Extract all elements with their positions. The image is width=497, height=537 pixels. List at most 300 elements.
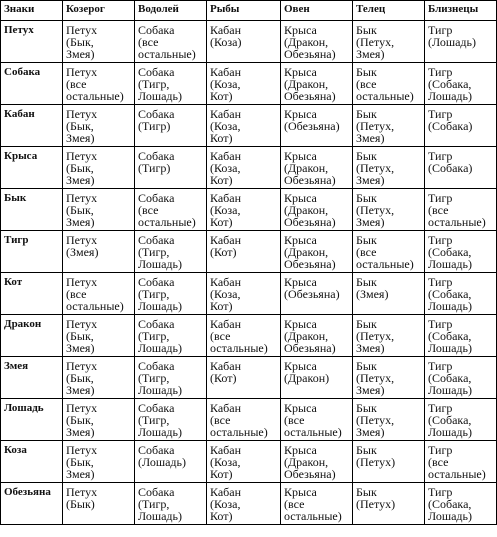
cell-text-line: (Петух, (356, 35, 395, 49)
table-cell-gemini (425, 441, 497, 483)
cell-text-line: Змея) (356, 215, 385, 229)
table-cell-gemini (425, 273, 497, 315)
cell-text-line: Крыса (284, 65, 317, 79)
cell-text-line: (все (138, 203, 159, 217)
table-cell-pisces (207, 399, 281, 441)
cell-text-line: Тигр (428, 23, 453, 37)
cell-text-line: Кот) (210, 215, 233, 229)
cell-text-line: (Кот) (210, 245, 237, 259)
cell-text-line: (все (284, 413, 305, 427)
table-cell-taurus (353, 21, 425, 63)
table-row (1, 63, 497, 105)
table-cell-taurus (353, 315, 425, 357)
cell-text-line: остальные) (428, 215, 486, 229)
cell-text-line: Обезьяна) (284, 173, 336, 187)
cell-text-line: Бык (356, 23, 377, 37)
table-cell-taurus (353, 441, 425, 483)
cell-text-line: (Тигр, (138, 329, 170, 343)
cell-text-line: Петух (66, 359, 98, 373)
table-cell-gemini (425, 483, 497, 525)
cell-text-line: Бык (356, 233, 377, 247)
cell-text-line: (Бык, (66, 371, 94, 385)
table-cell-pisces (207, 147, 281, 189)
cell-text-line: Обезьяна) (284, 467, 336, 481)
cell-text-line: (Петух, (356, 161, 395, 175)
cell-text-line: Бык (356, 443, 377, 457)
table-row (1, 483, 497, 525)
table-cell-aquarius (135, 231, 207, 273)
cell-text-line: Кабан (210, 23, 242, 37)
cell-text-line: Тигр (428, 65, 453, 79)
cell-text-line: (все (210, 329, 231, 343)
table-cell-gemini (425, 357, 497, 399)
table-cell-capricorn (63, 315, 135, 357)
cell-text-line: Тигр (428, 443, 453, 457)
cell-text-line: Тигр (428, 149, 453, 163)
cell-text-line: Бык (356, 191, 377, 205)
cell-text-line: Кот) (210, 89, 233, 103)
cell-text-line: остальные) (138, 215, 196, 229)
cell-text-line: Кот) (210, 173, 233, 187)
cell-text-line: Крыса (284, 317, 317, 331)
cell-text-line: Петух (66, 401, 98, 415)
row-sign-label: Тигр (1, 231, 63, 273)
cell-text-line: Бык (356, 317, 377, 331)
table-row (1, 441, 497, 483)
cell-text-line: остальные) (210, 341, 268, 355)
cell-text-line: Кабан (210, 359, 242, 373)
cell-text-line: Кабан (210, 443, 242, 457)
table-cell-capricorn (63, 105, 135, 147)
cell-text-line: (Лошадь) (138, 455, 186, 469)
cell-text-line: (Бык, (66, 203, 94, 217)
cell-text-line: Крыса (284, 149, 317, 163)
cell-text-line: остальные) (284, 509, 342, 523)
table-cell-pisces (207, 483, 281, 525)
cell-text-line: Кабан (210, 107, 242, 121)
cell-text-line: Лошадь) (138, 89, 182, 103)
cell-text-line: Тигр (428, 107, 453, 121)
cell-text-line: (Тигр, (138, 371, 170, 385)
table-cell-aries (281, 315, 353, 357)
cell-text-line: Петух (66, 23, 98, 37)
cell-text-line: Лошадь) (428, 257, 472, 271)
cell-text-line: Тигр (428, 401, 453, 415)
cell-text-line: (Коза, (210, 497, 241, 511)
cell-text-line: (Дракон) (284, 371, 330, 385)
table-cell-aries (281, 105, 353, 147)
row-sign-label: Лошадь (1, 399, 63, 441)
table-row (1, 273, 497, 315)
cell-text-line: Петух (66, 233, 98, 247)
cell-text-line: Лошадь) (428, 341, 472, 355)
cell-text-line: Тигр (428, 233, 453, 247)
cell-text-line: Кабан (210, 149, 242, 163)
cell-text-line: Петух (66, 107, 98, 121)
table-row (1, 189, 497, 231)
table-cell-taurus (353, 483, 425, 525)
table-cell-aquarius (135, 105, 207, 147)
cell-text-line: (Петух, (356, 413, 395, 427)
cell-text-line: Собака (138, 443, 175, 457)
table-cell-gemini (425, 189, 497, 231)
table-cell-capricorn (63, 399, 135, 441)
table-cell-pisces (207, 315, 281, 357)
cell-text-line: остальные) (284, 425, 342, 439)
cell-text-line: Змея) (356, 341, 385, 355)
cell-text-line: Тигр (428, 359, 453, 373)
table-cell-pisces (207, 21, 281, 63)
cell-text-line: Змея) (66, 215, 95, 229)
cell-text-line: (Дракон, (284, 161, 329, 175)
cell-text-line: (Дракон, (284, 35, 329, 49)
cell-text-line: Кабан (210, 485, 242, 499)
cell-text-line: (Лошадь) (428, 35, 476, 49)
row-sign-label: Кабан (1, 105, 63, 147)
cell-text-line: (Дракон, (284, 455, 329, 469)
table-cell-pisces (207, 441, 281, 483)
cell-text-line: Змея) (66, 341, 95, 355)
cell-text-line: (Петух, (356, 119, 395, 133)
cell-text-line: (Петух) (356, 455, 396, 469)
cell-text-line: Обезьяна) (284, 257, 336, 271)
cell-text-line: остальные) (356, 89, 414, 103)
cell-text-line: остальные) (66, 89, 124, 103)
cell-text-line: остальные) (66, 299, 124, 313)
cell-text-line: Тигр (428, 317, 453, 331)
cell-text-line: (Дракон, (284, 203, 329, 217)
table-cell-taurus (353, 273, 425, 315)
cell-text-line: (все (66, 287, 87, 301)
cell-text-line: Крыса (284, 275, 317, 289)
cell-text-line: (Тигр) (138, 161, 171, 175)
cell-text-line: Лошадь) (138, 509, 182, 523)
cell-text-line: (Петух, (356, 329, 395, 343)
header-capricorn: Козерог (63, 1, 135, 21)
table-cell-taurus (353, 357, 425, 399)
row-sign-label: Обезьяна (1, 483, 63, 525)
table-row (1, 315, 497, 357)
cell-text-line: Лошадь) (428, 383, 472, 397)
cell-text-line: Крыса (284, 107, 317, 121)
table-row (1, 147, 497, 189)
cell-text-line: (Собака, (428, 497, 472, 511)
cell-text-line: Лошадь) (428, 299, 472, 313)
cell-text-line: (все (210, 413, 231, 427)
table-cell-gemini (425, 21, 497, 63)
cell-text-line: остальные) (428, 467, 486, 481)
cell-text-line: (Змея) (66, 245, 99, 259)
cell-text-line: (Собака, (428, 371, 472, 385)
cell-text-line: (Собака, (428, 329, 472, 343)
cell-text-line: (Кот) (210, 371, 237, 385)
cell-text-line: Лошадь) (428, 425, 472, 439)
table-cell-aquarius (135, 315, 207, 357)
cell-text-line: (Собака, (428, 287, 472, 301)
cell-text-line: Бык (356, 107, 377, 121)
table-cell-pisces (207, 231, 281, 273)
table-cell-capricorn (63, 21, 135, 63)
cell-text-line: Змея) (66, 467, 95, 481)
table-cell-aquarius (135, 273, 207, 315)
table-cell-aquarius (135, 441, 207, 483)
cell-text-line: (все (138, 35, 159, 49)
table-cell-pisces (207, 273, 281, 315)
cell-text-line: (все (356, 245, 377, 259)
table-cell-pisces (207, 357, 281, 399)
row-sign-label: Коза (1, 441, 63, 483)
cell-text-line: Обезьяна) (284, 341, 336, 355)
table-cell-aries (281, 21, 353, 63)
cell-text-line: Собака (138, 191, 175, 205)
table-row (1, 21, 497, 63)
cell-text-line: (Бык, (66, 35, 94, 49)
cell-text-line: Бык (356, 359, 377, 373)
table-row (1, 357, 497, 399)
cell-text-line: Крыса (284, 191, 317, 205)
cell-text-line: (Обезьяна) (284, 287, 340, 301)
cell-text-line: Кот) (210, 299, 233, 313)
cell-text-line: Крыса (284, 443, 317, 457)
cell-text-line: Лошадь) (428, 509, 472, 523)
header-gemini: Близнецы (425, 1, 497, 21)
table-cell-gemini (425, 105, 497, 147)
table-cell-aries (281, 273, 353, 315)
cell-text-line: Собака (138, 65, 175, 79)
cell-text-line: Кабан (210, 275, 242, 289)
table-cell-aries (281, 63, 353, 105)
cell-text-line: Змея) (66, 383, 95, 397)
cell-text-line: Змея) (66, 425, 95, 439)
cell-text-line: остальные) (138, 47, 196, 61)
cell-text-line: остальные) (356, 257, 414, 271)
table-cell-capricorn (63, 483, 135, 525)
table-cell-aries (281, 231, 353, 273)
cell-text-line: Собака (138, 485, 175, 499)
cell-text-line: Обезьяна) (284, 89, 336, 103)
table-cell-aquarius (135, 147, 207, 189)
header-taurus: Телец (353, 1, 425, 21)
cell-text-line: Петух (66, 191, 98, 205)
header-pisces: Рыбы (207, 1, 281, 21)
cell-text-line: (Тигр, (138, 413, 170, 427)
cell-text-line: Бык (356, 149, 377, 163)
table-cell-aquarius (135, 483, 207, 525)
cell-text-line: Лошадь) (138, 341, 182, 355)
cell-text-line: (Петух, (356, 371, 395, 385)
cell-text-line: Собака (138, 107, 175, 121)
cell-text-line: Крыса (284, 233, 317, 247)
cell-text-line: Лошадь) (138, 383, 182, 397)
table-cell-capricorn (63, 441, 135, 483)
table-cell-gemini (425, 231, 497, 273)
cell-text-line: Змея) (356, 47, 385, 61)
table-cell-capricorn (63, 231, 135, 273)
table-cell-pisces (207, 189, 281, 231)
table-cell-aries (281, 399, 353, 441)
header-signs: Знаки (1, 1, 63, 21)
cell-text-line: Кот) (210, 131, 233, 145)
cell-text-line: Крыса (284, 23, 317, 37)
cell-text-line: Лошадь) (138, 257, 182, 271)
row-sign-label: Змея (1, 357, 63, 399)
cell-text-line: Кот) (210, 509, 233, 523)
table-cell-aries (281, 147, 353, 189)
table-cell-gemini (425, 399, 497, 441)
table-cell-gemini (425, 147, 497, 189)
table-row (1, 105, 497, 147)
header-aries: Овен (281, 1, 353, 21)
cell-text-line: (все (356, 77, 377, 91)
cell-text-line: (Коза, (210, 203, 241, 217)
cell-text-line: (Собака, (428, 413, 472, 427)
cell-text-line: (Коза, (210, 455, 241, 469)
table-cell-taurus (353, 231, 425, 273)
cell-text-line: Змея) (356, 131, 385, 145)
cell-text-line: Крыса (284, 359, 317, 373)
table-cell-taurus (353, 105, 425, 147)
table-cell-aries (281, 189, 353, 231)
cell-text-line: Тигр (428, 275, 453, 289)
table-cell-aquarius (135, 21, 207, 63)
cell-text-line: Петух (66, 317, 98, 331)
table-body (1, 21, 497, 525)
cell-text-line: (Обезьяна) (284, 119, 340, 133)
cell-text-line: (Бык, (66, 119, 94, 133)
cell-text-line: Петух (66, 275, 98, 289)
cell-text-line: Змея) (66, 47, 95, 61)
row-sign-label: Кот (1, 273, 63, 315)
cell-text-line: (Коза) (210, 35, 242, 49)
cell-text-line: (Собака, (428, 245, 472, 259)
cell-text-line: (все (428, 203, 449, 217)
cell-text-line: остальные) (210, 425, 268, 439)
cell-text-line: Кабан (210, 233, 242, 247)
cell-text-line: (Дракон, (284, 245, 329, 259)
cell-text-line: Змея) (356, 173, 385, 187)
cell-text-line: Обезьяна) (284, 47, 336, 61)
table-cell-gemini (425, 315, 497, 357)
cell-text-line: (Бык, (66, 329, 94, 343)
cell-text-line: (Петух, (356, 203, 395, 217)
cell-text-line: (Змея) (356, 287, 389, 301)
cell-text-line: Змея) (356, 425, 385, 439)
cell-text-line: Собака (138, 359, 175, 373)
cell-text-line: (Коза, (210, 77, 241, 91)
cell-text-line: Кот) (210, 467, 233, 481)
cell-text-line: Бык (356, 401, 377, 415)
cell-text-line: Крыса (284, 401, 317, 415)
cell-text-line: Собака (138, 401, 175, 415)
cell-text-line: Змея) (66, 131, 95, 145)
cell-text-line: Лошадь) (428, 89, 472, 103)
cell-text-line: (Тигр, (138, 77, 170, 91)
table-cell-taurus (353, 147, 425, 189)
table-header-row (1, 1, 497, 21)
cell-text-line: (Тигр, (138, 497, 170, 511)
cell-text-line: (Бык) (66, 497, 95, 511)
cell-text-line: (все (284, 497, 305, 511)
cell-text-line: Собака (138, 233, 175, 247)
table-cell-gemini (425, 63, 497, 105)
cell-text-line: (все (428, 455, 449, 469)
row-sign-label: Бык (1, 189, 63, 231)
table-cell-aquarius (135, 357, 207, 399)
table-cell-aquarius (135, 399, 207, 441)
row-sign-label: Крыса (1, 147, 63, 189)
cell-text-line: Бык (356, 485, 377, 499)
cell-text-line: Кабан (210, 317, 242, 331)
cell-text-line: Лошадь) (138, 299, 182, 313)
cell-text-line: Петух (66, 485, 98, 499)
table-cell-aries (281, 483, 353, 525)
cell-text-line: Лошадь) (138, 425, 182, 439)
cell-text-line: (Тигр) (138, 119, 171, 133)
row-sign-label: Собака (1, 63, 63, 105)
table-cell-pisces (207, 105, 281, 147)
table-cell-aries (281, 441, 353, 483)
cell-text-line: (Коза, (210, 119, 241, 133)
table-row (1, 399, 497, 441)
cell-text-line: Кабан (210, 191, 242, 205)
cell-text-line: Кабан (210, 65, 242, 79)
table-cell-pisces (207, 63, 281, 105)
cell-text-line: Змея) (356, 383, 385, 397)
cell-text-line: (Коза, (210, 161, 241, 175)
table-cell-aquarius (135, 189, 207, 231)
cell-text-line: Петух (66, 149, 98, 163)
table-row (1, 231, 497, 273)
table-cell-aries (281, 357, 353, 399)
table-cell-taurus (353, 399, 425, 441)
row-sign-label: Петух (1, 21, 63, 63)
cell-text-line: Крыса (284, 485, 317, 499)
cell-text-line: (Дракон, (284, 329, 329, 343)
table-cell-capricorn (63, 357, 135, 399)
cell-text-line: Собака (138, 317, 175, 331)
table-cell-capricorn (63, 189, 135, 231)
table-cell-taurus (353, 63, 425, 105)
cell-text-line: Кабан (210, 401, 242, 415)
cell-text-line: (Бык, (66, 161, 94, 175)
table-cell-capricorn (63, 147, 135, 189)
cell-text-line: (Бык, (66, 413, 94, 427)
cell-text-line: Змея) (66, 173, 95, 187)
cell-text-line: Бык (356, 65, 377, 79)
cell-text-line: Собака (138, 275, 175, 289)
cell-text-line: (Бык, (66, 455, 94, 469)
cell-text-line: (Тигр, (138, 287, 170, 301)
cell-text-line: (Петух) (356, 497, 396, 511)
cell-text-line: Петух (66, 65, 98, 79)
cell-text-line: Тигр (428, 485, 453, 499)
cell-text-line: (Тигр, (138, 245, 170, 259)
table-cell-taurus (353, 189, 425, 231)
table-cell-capricorn (63, 63, 135, 105)
row-sign-label: Дракон (1, 315, 63, 357)
cell-text-line: Петух (66, 443, 98, 457)
cell-text-line: (Собака, (428, 77, 472, 91)
cell-text-line: (Дракон, (284, 77, 329, 91)
cell-text-line: Собака (138, 149, 175, 163)
cell-text-line: Собака (138, 23, 175, 37)
cell-text-line: Бык (356, 275, 377, 289)
cell-text-line: Обезьяна) (284, 215, 336, 229)
cell-text-line: (Коза, (210, 287, 241, 301)
cell-text-line: (Собака) (428, 119, 473, 133)
cell-text-line: (Собака) (428, 161, 473, 175)
table-cell-capricorn (63, 273, 135, 315)
